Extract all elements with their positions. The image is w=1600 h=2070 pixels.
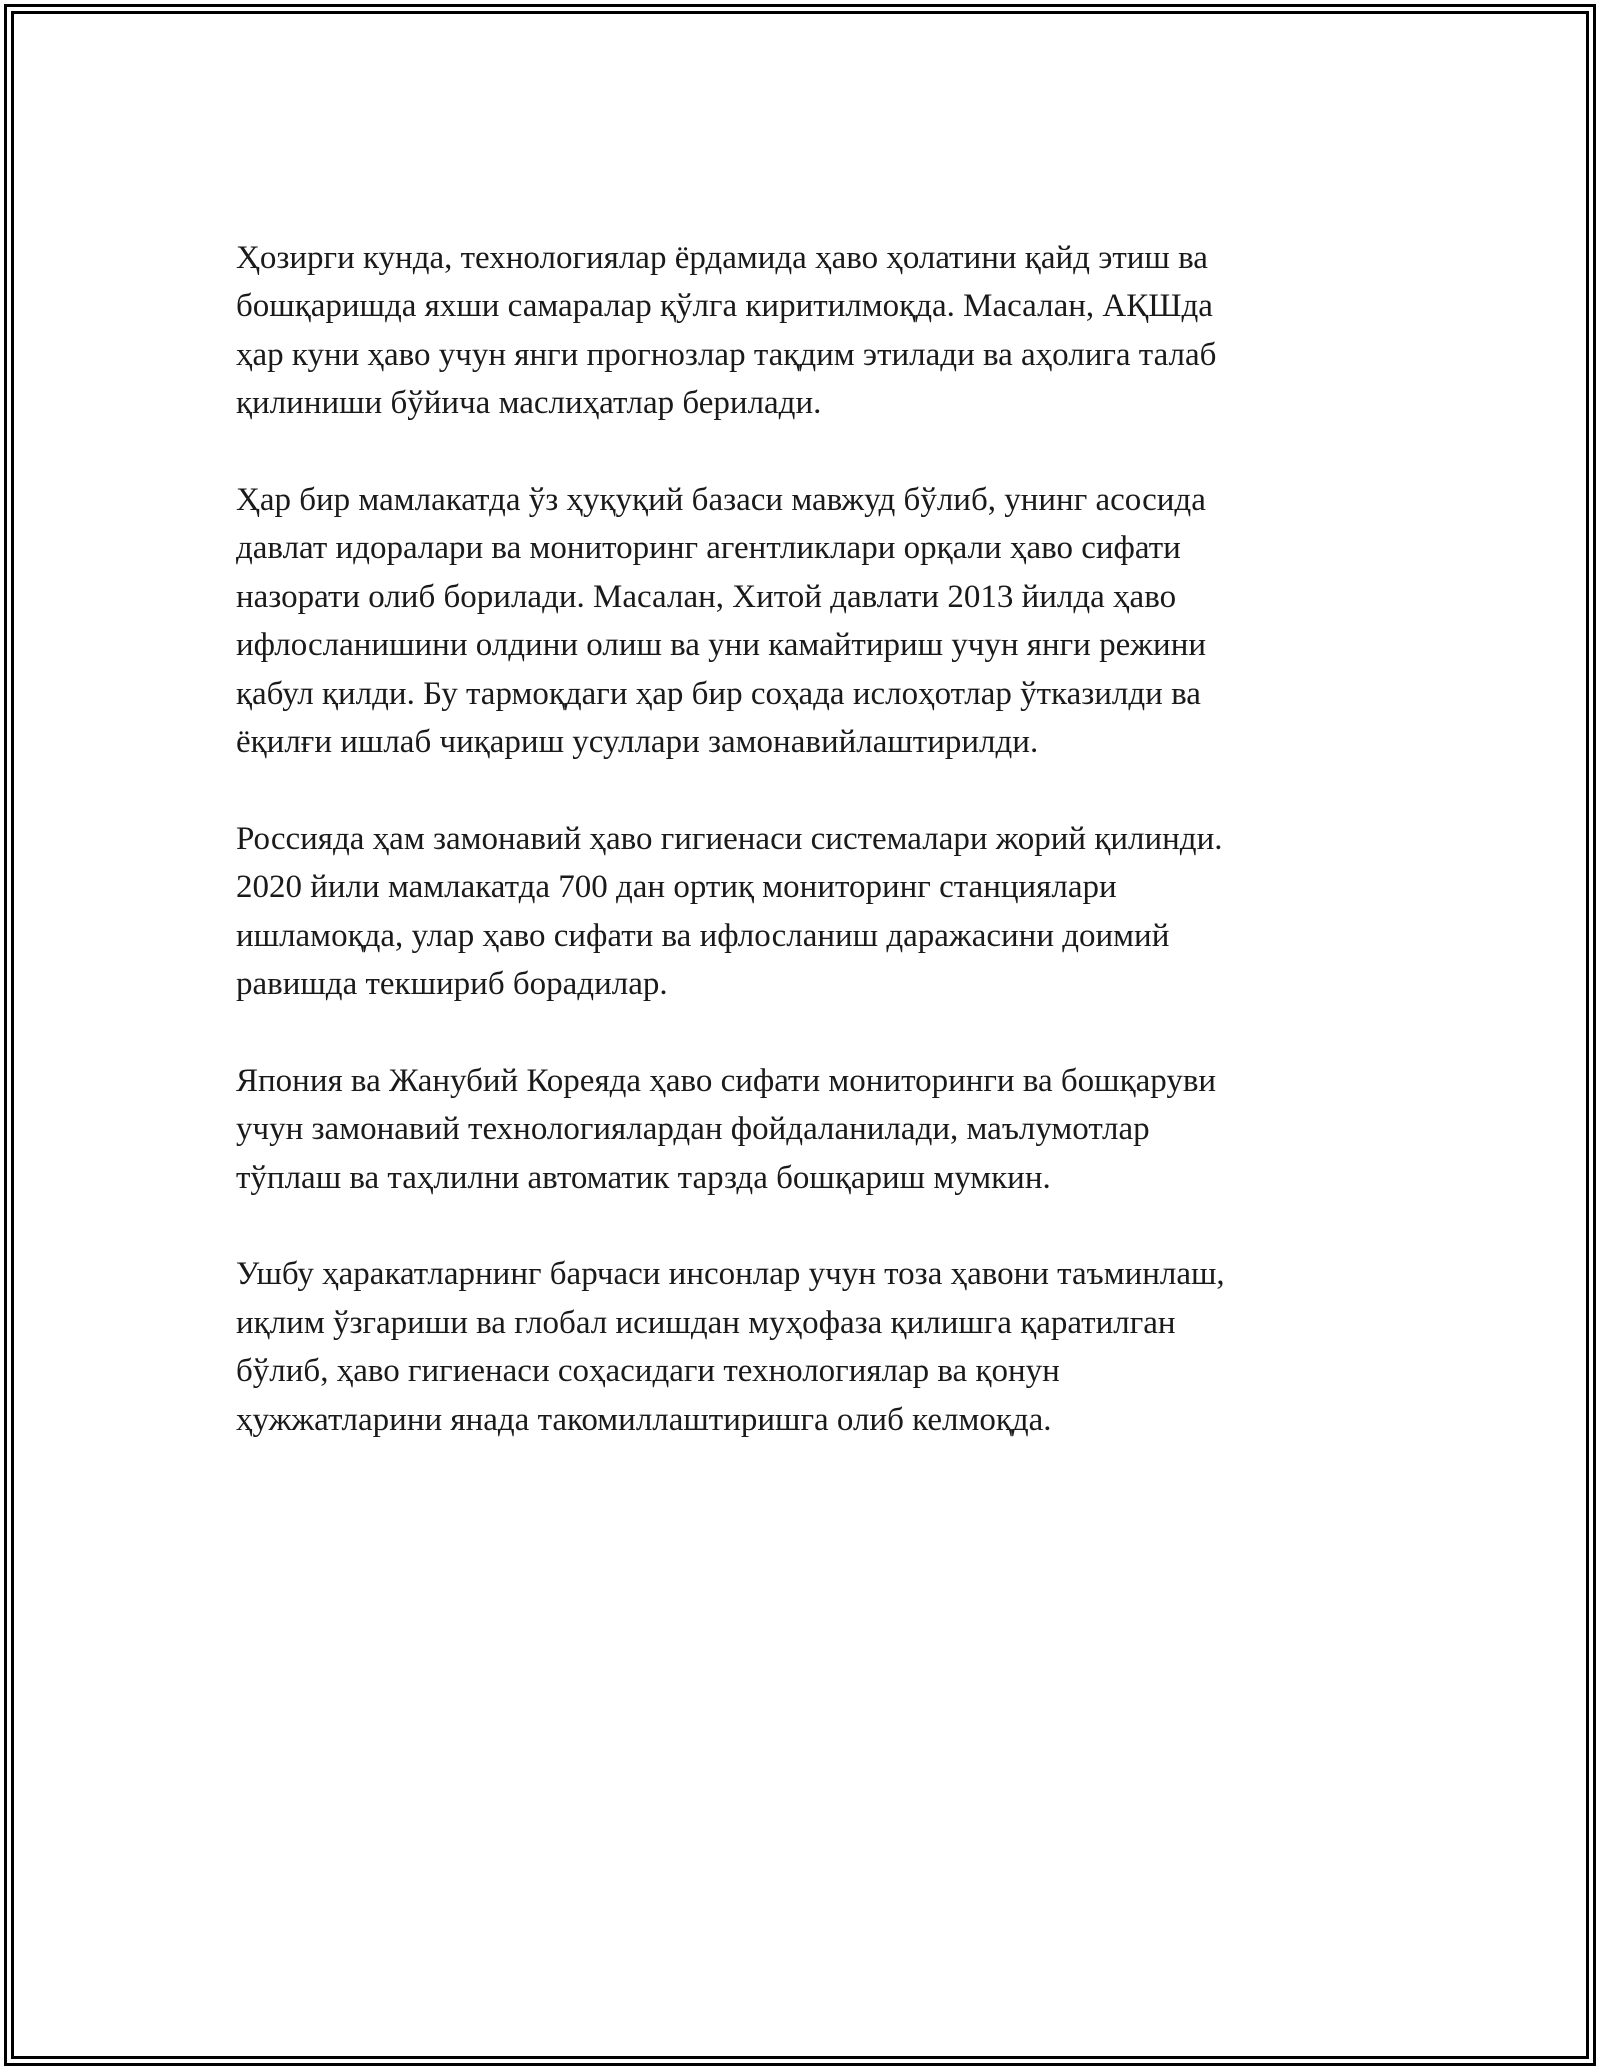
paragraph-1: Ҳозирги кунда, технологиялар ёрдамида ҳаво ҳолатини қайд этиш ва бошқаришда яхши самаралар қўлга киритилмоқда. Масалан, АҚШда ҳар куни ҳаво учун янги прогнозлар тақдим этилади ва аҳолига талаб қилиниши бўйича маслиҳатлар берилади.	[236, 240, 1217, 422]
paragraph-4: Япония ва Жанубий Кореяда ҳаво сифати мониторинги ва бошқаруви учун замонавий технологиялардан фойдаланилади, маълумотлар тўплаш ва таҳлилни автоматик тарзда бошқариш мумкин.	[236, 1062, 1217, 1196]
document-body	[236, 234, 1376, 1492]
paragraph-3: Россияда ҳам замонавий ҳаво гигиенаси системалари жорий қилинди. 2020 йили мамлакатда 700 дан ортиқ мониторинг станциялари ишламоқда, улар ҳаво сифати ва ифлосланиш даражасини доимий равишда текшириб борадилар.	[236, 820, 1223, 1003]
paragraph-5: Ушбу ҳаракатларнинг барчаси инсонлар учун тоза ҳавони таъминлаш, иқлим ўзгариши ва глобал исишдан муҳофаза қилишга қаратилган бўлиб, ҳаво гигиенаси соҳасидаги технологиялар ва қонун ҳужжатларини янада такомиллаштиришга олиб келмоқда.	[236, 1256, 1225, 1438]
paragraph-2: Ҳар бир мамлакатда ўз ҳуқуқий базаси мавжуд бўлиб, унинг асосида давлат идоралари ва мониторинг агентликлари орқали ҳаво сифати назорати олиб борилади. Масалан, Хитой давлати 2013 йилда ҳаво ифлосланишини олдини олиш ва уни камайтириш учун янги режини қабул қилди. Бу тармоқдаги ҳар бир соҳада ислоҳотлар ўтказилди ва ёқилғи ишлаб чиқариш усуллари замонавийлаштирилди.	[236, 482, 1207, 761]
